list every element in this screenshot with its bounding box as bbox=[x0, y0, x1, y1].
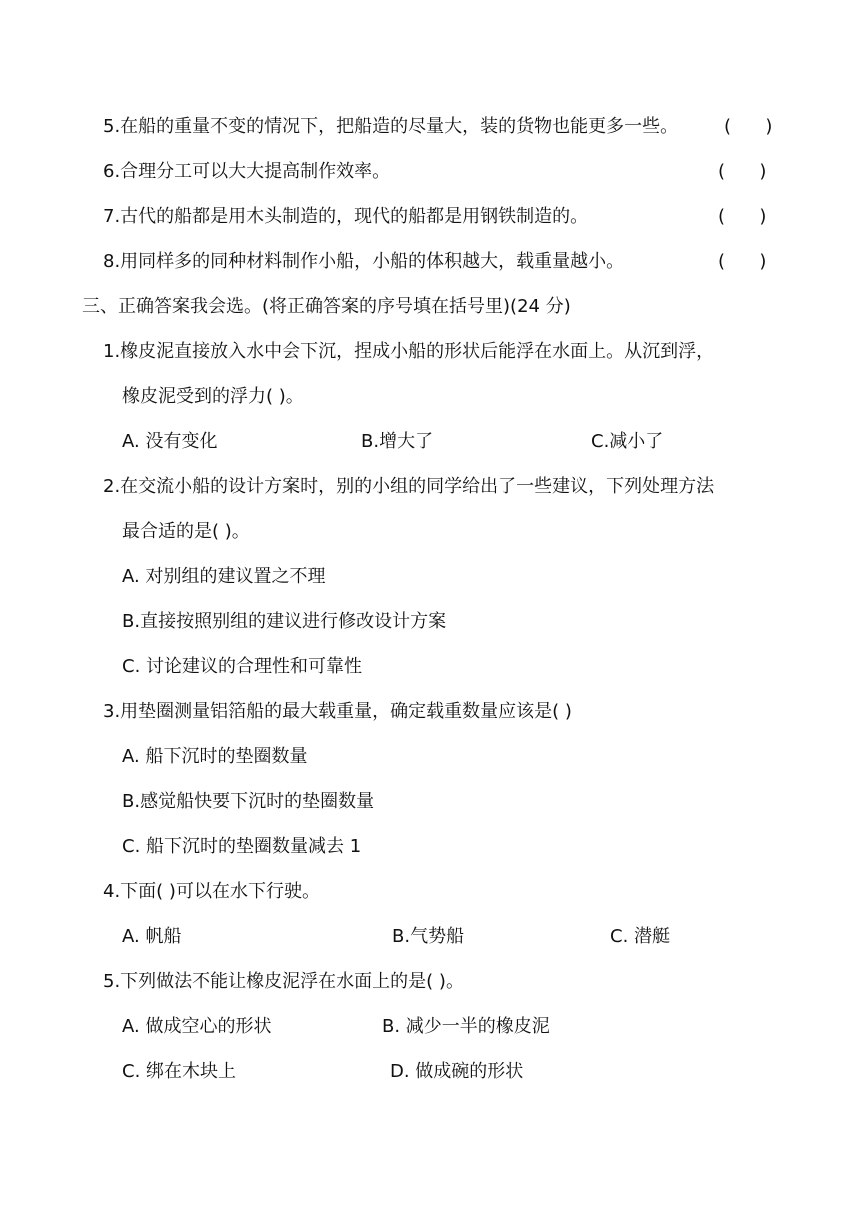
judgement-q8-text: 8.用同样多的同种材料制作小船，小船的体积越大，载重量越小。 bbox=[103, 251, 625, 272]
mc-q3-option-c: C. 船下沉时的垫圈数量减去 1 bbox=[122, 836, 362, 857]
judgement-q6-answer-paren: ( ) bbox=[718, 161, 767, 182]
judgement-q8-answer-paren: ( ) bbox=[718, 251, 767, 272]
mc-q1-option-a: A. 没有变化 bbox=[122, 431, 218, 452]
mc-q5-option-a: A. 做成空心的形状 bbox=[122, 1016, 272, 1037]
judgement-q7-text: 7.古代的船都是用木头制造的，现代的船都是用钢铁制造的。 bbox=[103, 206, 589, 227]
mc-q2-option-b: B.直接按照别组的建议进行修改设计方案 bbox=[122, 611, 447, 632]
mc-q5-option-c: C. 绑在木块上 bbox=[122, 1061, 237, 1082]
mc-q1-stem-line1: 1.橡皮泥直接放入水中会下沉，捏成小船的形状后能浮在水面上。从沉到浮， bbox=[103, 341, 715, 362]
mc-q3-option-a: A. 船下沉时的垫圈数量 bbox=[122, 746, 308, 767]
section3-title: 三、正确答案我会选。(将正确答案的序号填在括号里)(24 分) bbox=[82, 296, 571, 317]
mc-q5-option-d: D. 做成碗的形状 bbox=[390, 1061, 524, 1082]
mc-q1-stem-line2: 橡皮泥受到的浮力( )。 bbox=[122, 386, 304, 407]
mc-q3-option-b: B.感觉船快要下沉时的垫圈数量 bbox=[122, 791, 375, 812]
mc-q1-option-b: B.增大了 bbox=[361, 431, 434, 452]
mc-q2-stem-line2: 最合适的是( )。 bbox=[122, 521, 250, 542]
mc-q4-option-c: C. 潜艇 bbox=[610, 926, 671, 947]
mc-q2-option-a: A. 对别组的建议置之不理 bbox=[122, 566, 326, 587]
mc-q4-option-b: B.气势船 bbox=[392, 926, 465, 947]
mc-q2-stem-line1: 2.在交流小船的设计方案时，别的小组的同学给出了一些建议，下列处理方法 bbox=[103, 476, 715, 497]
mc-q4-option-a: A. 帆船 bbox=[122, 926, 182, 947]
mc-q5-stem: 5.下列做法不能让橡皮泥浮在水面上的是( )。 bbox=[103, 971, 464, 992]
judgement-q7-answer-paren: ( ) bbox=[718, 206, 767, 227]
mc-q4-stem: 4.下面( )可以在水下行驶。 bbox=[103, 881, 320, 902]
judgement-q5-text: 5.在船的重量不变的情况下，把船造的尽量大，装的货物也能更多一些。 bbox=[103, 116, 679, 137]
judgement-q5-answer-paren: ( ) bbox=[724, 116, 773, 137]
judgement-q6-text: 6.合理分工可以大大提高制作效率。 bbox=[103, 161, 391, 182]
mc-q3-stem: 3.用垫圈测量铝箔船的最大载重量，确定载重数量应该是( ) bbox=[103, 701, 572, 722]
mc-q2-option-c: C. 讨论建议的合理性和可靠性 bbox=[122, 656, 363, 677]
mc-q5-option-b: B. 减少一半的橡皮泥 bbox=[382, 1016, 550, 1037]
mc-q1-option-c: C.减小了 bbox=[591, 431, 664, 452]
